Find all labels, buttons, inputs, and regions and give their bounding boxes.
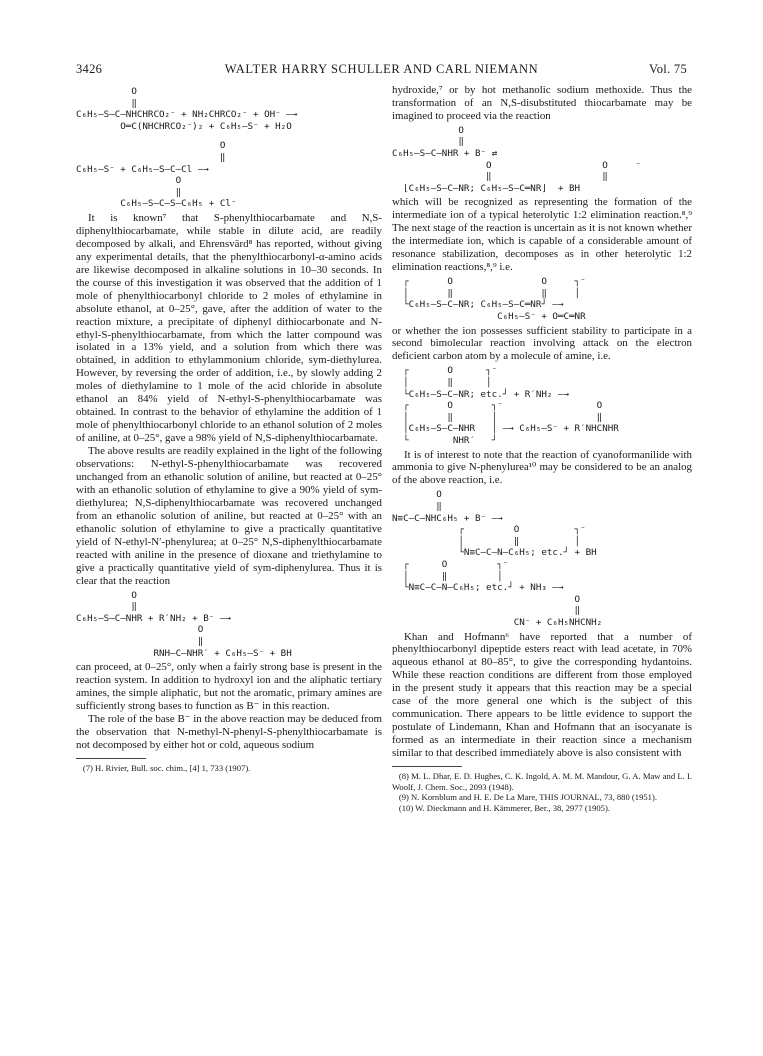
footnote-divider	[392, 766, 462, 767]
left-column	[76, 84, 382, 773]
footnotes	[76, 763, 382, 774]
footnotes	[392, 771, 692, 813]
paragraph: or whether the ion possesses sufficient stability to participate in a second bimolecular reaction involving attack on the electron deficient carbon atom by a molecule of amine, i.e.	[392, 324, 692, 363]
page-number: 3426	[76, 62, 103, 76]
running-title: WALTER HARRY SCHULLER AND CARL NIEMANN	[224, 62, 539, 76]
right-column	[392, 84, 692, 813]
volume-label: Vol. 75	[649, 62, 687, 76]
reaction-scheme-5: ┌ O O ┐⁻ │ ‖ ‖ │ └C₆H₅—S—C—NR; C₆H₅—S—C═NR┘ —→ C₆H₅—S⁻ + O═C═NR	[403, 276, 586, 322]
footnote-10: (10) W. Dieckmann and H. Kämmerer, Ber., 38, 2977 (1905).	[398, 802, 610, 813]
reaction-scheme-1: O ‖ C₆H₅—S—C—NHCHRCO₂⁻ + NH₂CHRCO₂⁻ + OH⁻ —→ O═C(NHCHRCO₂⁻)₂ + C₆H₅—S⁻ + H₂O	[76, 86, 298, 132]
paragraph: which will be recognized as representing the formation of the intermediate ion of a typical heterolytic 1:2 elimination reaction.⁸,⁹ The next stage of the reaction is uncertain as it is not known whether the intermediate ion, which is capable of a considerable amount of resonance stabilization, decomposes as in other heterolytic 1:2 elimination reactions,⁸,⁹ i.e.	[392, 196, 692, 274]
reaction-scheme-7: O ‖ N≡C—C—NHC₆H₅ + B⁻ —→ ┌ O ┐⁻ │ ‖ │ └N≡C—C—N—C₆H₅; etc.┘ + BH ┌ O ┐⁻ │ ‖ │ └N≡C—C—N—C₆H₅; etc.┘ + NH₃ —→ O ‖ CN⁻ + C₆H₅NHCNH₂	[392, 489, 603, 628]
paragraph: can proceed, at 0–25°, only when a fairly strong base is present in the reaction system. In addition to hydroxyl ion and the aliphatic tertiary amines, the simple aliphatic, but not the aromatic, primary amines are sufficiently strong bases to function as B⁻ in this reaction.	[76, 661, 382, 712]
paragraph: hydroxide,⁷ or by hot methanolic sodium methoxide. Thus the transformation of an N,S-disubstituted thiocarbamate may be imagined to proceed via the reaction	[392, 84, 692, 122]
footnote-8: (8) M. L. Dhar, E. D. Hughes, C. K. Ingold, A. M. M. Mandour, G. A. Maw and L. I. Woolf, J. Chem. Soc., 2093 (1948).	[392, 771, 692, 792]
reaction-scheme-2: O ‖ C₆H₅—S⁻ + C₆H₅—S—C—Cl —→ O ‖ C₆H₅—S—C—S—C₆H₅ + Cl⁻	[76, 140, 237, 210]
footnote-9: (9) N. Kornblum and H. E. De La Mare, THIS JOURNAL, 73, 880 (1951).	[398, 792, 657, 803]
paragraph: It is of interest to note that the reaction of cyanoformanilide with ammonia to give N-phenylurea¹⁰ may be considered to be an analog of the above reaction, i.e.	[392, 448, 692, 487]
footnote-divider	[76, 758, 146, 759]
paragraph: The above results are readily explained in the light of the following observations: N-ethyl-S-phenylthiocarbamate was recovered unchanged from an ethanolic solution of aniline, but reacted at 0–25° with an ethanolic solution of ethylamine to give a 90% yield of sym-diethylurea; N,S-diphenylthiocarbamate was recovered unchanged from an ethanolic solution of aniline, but reacted at 0–25° with an ethanolic solution of ethylamine to give a practically quantitative yield of N-ethyl-N′-phenylurea; at 0–25° N,S-diphenylthiocarbamate reacted with aniline in the presence of dioxane and triethylamine to give a practically quantitative yield of sym-diphenylurea. Thus it is clear that the reaction	[76, 445, 382, 587]
footnote-7: (7) H. Rivier, Bull. soc. chim., [4] 1, 733 (1907).	[82, 762, 251, 773]
paragraph: Khan and Hofmann⁶ have reported that a number of phenylthiocarbonyl dipeptide esters react with lead acetate, in 70% aqueous ethanol at 80–85°, to give the corresponding hydantoins. While these reaction conditions are different from those employed in the present study it appears that this reaction may be a special case of the more general one which is the subject of this communication. There appears to be little evidence to support the postulate of Lindemann, Khan and Hofmann that an isocyanate is formed as an intermediate in their reaction since a mechanism similar to that described immediately above is also consistent with	[392, 630, 692, 760]
reaction-scheme-4: O ‖ C₆H₅—S—C—NHR + B⁻ ⇄ O O ⁻ ‖ ‖ ⌊C₆H₅—S—C—NR; C₆H₅—S—C═NR⌋ + BH	[392, 124, 641, 194]
reaction-scheme-3: O ‖ C₆H₅—S—C—NHR + R′NH₂ + B⁻ —→ O ‖ RNH—C—NHR′ + C₆H₅—S⁻ + BH	[76, 589, 292, 659]
paragraph: It is known⁷ that S-phenylthiocarbamate and N,S-diphenylthiocarbamate, while stable in dilute acid, are readily decomposed by alkali, and Ehrensvärd⁸ has reported, without giving any experimental details, that the phenylthiocarbonyl-α-amino acids are likewise decomposed in alkaline solutions in 10–30 seconds. In the course of this investigation it was observed that the addition of 1 mole of phenylthiocarbonyl chloride to 2 moles of ethylamine in absolute ethanol, at 0–25°, gave, after the addition of water to the reaction mixture, a precipitate of diphenyl dithiocarbonate and N-ethyl-S-phenylthiocarbamate, from which the latter compound was isolated in a 13% yield, and a solution from which there was obtained, in addition to ethylammonium chloride, sym-diethylurea. However, by reversing the order of addition, i.e., by slowly adding 2 moles of diethylamine to 1 mole of the acid chloride in absolute ethanol an 84% yield of N-ethyl-S-phenylthiocarbamate was obtained. In contrast to the behavior of ethylamine the addition of 1 mole of phenylthiocarbonyl chloride to an ethanol solution of 2 moles of aniline, at 0–25°, gave a 98% yield of N,S-diphenylthiocarbamate.	[76, 211, 382, 445]
paragraph: The role of the base B⁻ in the above reaction may be deduced from the observation that N-methyl-N-phenyl-S-phenylthiocarbamate is not decomposed by either hot or cold, aqueous sodium	[76, 712, 382, 751]
reaction-scheme-6: ┌ O ┐⁻ │ ‖ │ └C₆H₅—S—C—NR; etc.┘ + R′NH₂ —→ ┌ O ┐⁻ O │ ‖ │ ‖ │C₆H₅—S—C—NHR │ —→ C₆H₅—S⁻ + R′NHCNHR └ NHR′ ┘	[403, 365, 619, 446]
